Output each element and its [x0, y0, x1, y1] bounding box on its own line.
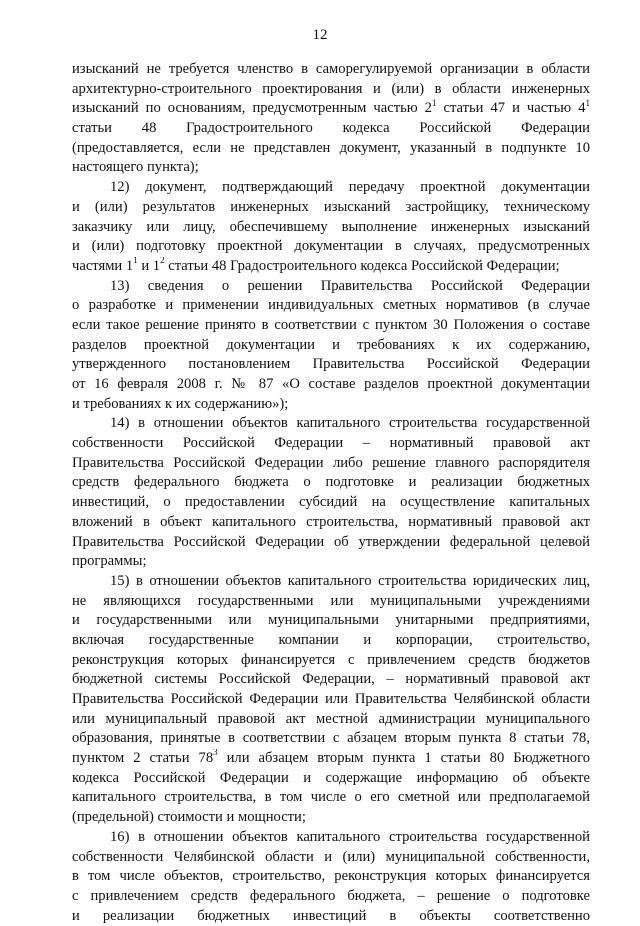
- text-line: кодекса Российской Федерации и содержащие информацию об объекте: [72, 769, 590, 786]
- text-line: заказчику или лицу, обеспечившему выполнение инженерных изысканий: [72, 218, 590, 235]
- text-line: если такое решение принято в соответствии с пунктом 30 Положения о составе: [72, 316, 590, 333]
- text-line: от 16 февраля 2008 г. № 87 «О составе разделов проектной документации: [72, 376, 590, 392]
- text-line: в том числе объектов, строительство, реконструкция которых финансируется: [72, 868, 590, 885]
- text-line: 13) сведения о решении Правительства Российской Федерации: [110, 277, 590, 294]
- text-line: с привлечением средств федерального бюджета, – решение о подготовке: [72, 887, 590, 904]
- text-line: о разработке и применении индивидуальных сметных нормативов (в случае: [72, 297, 590, 314]
- body-text: [72, 60, 590, 926]
- text-line: капитального строительства, в том числе о его сметной или предполагаемой: [72, 789, 590, 806]
- text-line: и государственными или муниципальными унитарными предприятиями,: [72, 612, 590, 629]
- text-line: (предельной) стоимости и мощности;: [72, 809, 306, 826]
- text-line: Правительства Российской Федерации либо решение главного распорядителя: [72, 454, 590, 471]
- text-line: бюджетной системы Российской Федерации, – нормативный правовой акт: [72, 671, 590, 688]
- text-line: не являющихся государственными или муниципальными учреждениями: [72, 592, 590, 609]
- text-line: 15) в отношении объектов капитального строительства юридических лиц,: [110, 572, 590, 589]
- text-line: частями $1^1$ и $1^2$ статьи 48 Градостроительного кодекса Российской Федерации;: [72, 256, 560, 274]
- text-line: собственности Челябинской области и (или) муниципальной собственности,: [72, 848, 590, 865]
- text-line: и требованиях к их содержанию»);: [72, 395, 289, 412]
- text-line: или муниципальный правовой акт местной администрации муниципального: [72, 710, 590, 727]
- text-line: реконструкция которых финансируется с привлечением средств бюджетов: [72, 651, 590, 668]
- text-line: статьи 48 Градостроительного кодекса Российской Федерации: [72, 120, 590, 137]
- text-line: образования, принятые в соответствии с абзацем вторым пункта 8 статьи 78,: [72, 730, 590, 747]
- text-line: настоящего пункта);: [72, 159, 199, 176]
- text-line: программы;: [72, 553, 147, 570]
- text-line: утвержденного постановлением Правительства Российской Федерации: [72, 356, 590, 373]
- text-line: средств федерального бюджета о подготовке и реализации бюджетных: [72, 474, 590, 491]
- text-line: Правительства Российской Федерации или Правительства Челябинской области: [72, 691, 590, 707]
- text-line: и (или) подготовку проектной документации в случаях, предусмотренных: [72, 238, 590, 255]
- text-line: архитектурно-строительного проектирования и (или) в области инженерных: [72, 80, 590, 97]
- text-line: изысканий по основаниям, предусмотренным частью $2^1$ статьи 47 и частью $4^1$: [72, 99, 590, 117]
- text-line: пунктом 2 статьи $78^3$ или абзацем вторым пункта 1 статьи 80 Бюджетного: [72, 749, 590, 767]
- text-line: 14) в отношении объектов капитального строительства государственной: [110, 415, 590, 432]
- text-line: собственности Российской Федерации – нормативный правовой акт: [72, 435, 590, 452]
- text-line: Правительства Российской Федерации об утверждении федеральной целевой: [72, 533, 590, 550]
- text-line: (предоставляется, если не представлен документ, указанный в подпункте 10: [72, 139, 590, 156]
- text-line: 16) в отношении объектов капитального строительства государственной: [110, 828, 590, 845]
- page-number: 12: [312, 27, 328, 43]
- text-line: разделов проектной документации и требованиях к их содержанию,: [72, 336, 590, 353]
- text-line: 12) документ, подтверждающий передачу проектной документации: [110, 179, 590, 196]
- text-line: вложений в объект капитального строительства, нормативный правовой акт: [72, 513, 590, 530]
- text-line: инвестиций, о предоставлении субсидий на осуществление капитальных: [72, 494, 590, 511]
- text-line: изысканий не требуется членство в саморегулируемой организации в области: [72, 61, 590, 77]
- text-line: и реализации бюджетных инвестиций в объекты соответственно: [72, 907, 590, 924]
- text-line: включая государственные компании и корпорации, строительство,: [72, 631, 590, 648]
- text-line: и (или) результатов инженерных изысканий застройщику, техническому: [72, 198, 590, 215]
